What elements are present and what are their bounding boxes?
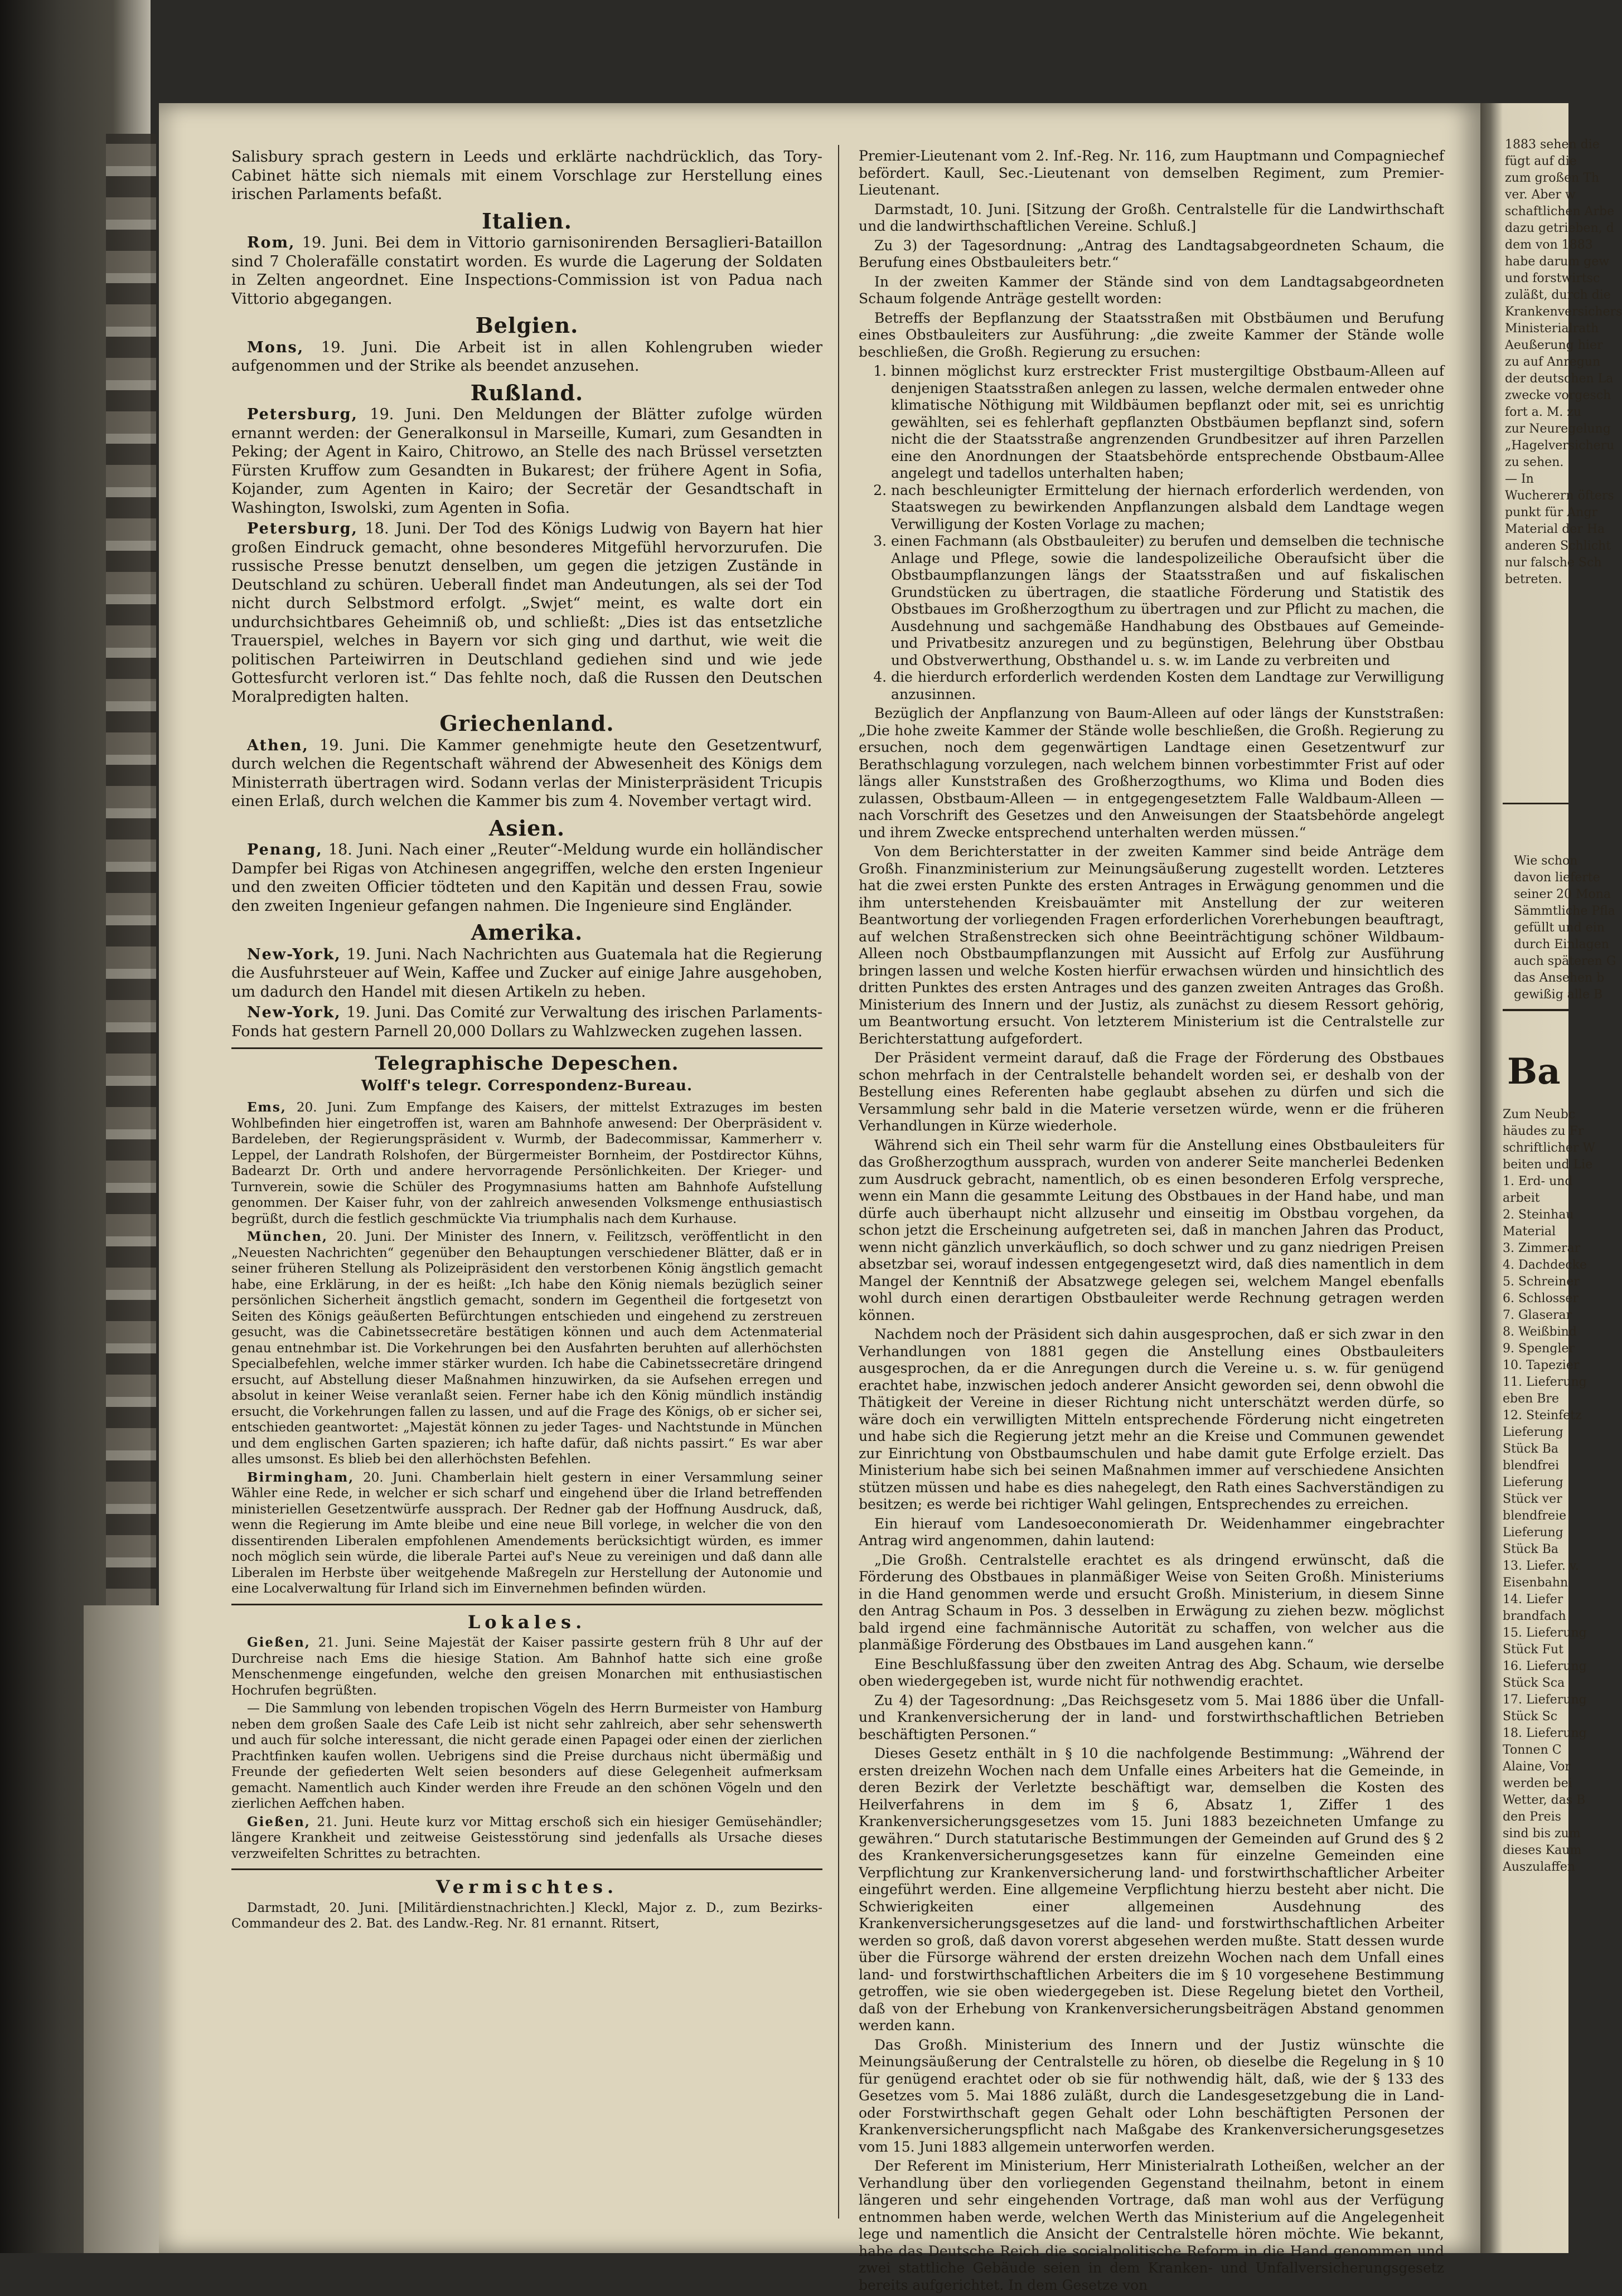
article-paragraph: Ems, 20. Juni. Zum Empfange des Kaisers, der mittelst Extrazuges im besten Wohlbefinden hier eingetroffen ist, waren am Bahnhofe anwesend: Der Oberpräsident v. Bardeleben, der Regierungspräsident v. Wurmb, der Badecommissar, Kammerherr v. Leppel, der Landrath Rolshofen, der Bürgermeister Bornheim, der Postdirector Kühns, Badearzt Dr. Orth und andere hervorragende Persönlichkeiten. Der Krieger- und Turnverein, sowie die Schüler des Progymnasiums hatten am Bahnhofe Aufstellung genommen. Der Kaiser fuhr, von der zahlreich anwesenden Volksmenge enthusiastisch begrüßt, durch die festlich geschmückte Via triumphalis nach dem Kurhause. xyxy=(231,1100,822,1226)
heading-belgien: Belgien. xyxy=(475,313,579,338)
subheading-bureau: Wolff's telegr. Correspondenz-Bureau. xyxy=(361,1077,693,1094)
fragment-line: Aeußerung hier xyxy=(1505,338,1603,352)
intro-paragraph: Salisbury sprach gestern in Leeds und erklärte nachdrücklich, das Tory-Cabinet hätte sich niemals mit einem Vorschlage zur Herstellung eines irischen Parlaments befaßt. xyxy=(231,148,822,203)
article-paragraph: Der Referent im Ministerium, Herr Ministerialrath Lotheißen, welcher an der Verhandlung über den vorliegenden Gegenstand theilnahm, betont in einem längeren und sehr eingehenden Vortrage, daß man wohl aus der Verfügung entnommen haben werde, welchen Werth das Ministerium auf die Angelegenheit lege und namentlich die Ansicht der Centralstelle hören möchte. Wie bekannt, habe das Deutsche Reich die socialpolitische Reform in die Hand genommen und zwei stattliche Gebäude seien in dem Kranken- und Unfallversicherungsgesetz bereits aufgerichtet. In dem Gesetze von xyxy=(859,2158,1444,2293)
column-divider xyxy=(838,145,839,2219)
article-paragraph: Nachdem noch der Präsident sich dahin ausgesprochen, daß er sich zwar in den Verhandlungen von 1881 gegen die Anstellung eines Obstbauleiters ausgesprochen, da er die Anregungen durch die Vereine u. s. w. für genügend erachtet habe, inzwischen jedoch anderer Ansicht geworden sei, denn obwohl die Thätigkeit der Vereine in dieser Richtung nicht unterschätzt werden dürfe, so wäre doch ein verwilligten Mitteln entsprechende Förderung nicht eingetreten und habe sich die Regierung jetzt mehr an die Kreise und Communen gewendet zur Einrichtung von Obstbaumschulen und habe damit gute Erfolge erzielt. Das Ministerium habe sich bei seinen Maßnahmen immer auf verschiedene Ansichten stützen müssen und habe es dies nahegelegt, den Rath eines Sachverständigen zu besitzen; es werde bei richtiger Wahl gelingen, Entsprechendes zu erreichen. xyxy=(859,1326,1444,1512)
fragment-line: dieses Kaum xyxy=(1503,1843,1582,1857)
fragment-line: davon lieferte xyxy=(1514,871,1600,885)
fragment-line: Material xyxy=(1503,1225,1556,1239)
article-paragraph: „Die Großh. Centralstelle erachtet es als dringend erwünscht, daß die Förderung des Obstbaues in planmäßiger Weise von Seiten Großh. Ministeriums in die Hand genommen werde und ersucht Großh. Ministerium, in diesem Sinne den Antrag Schaum in Pos. 3 desselben in Erwägung zu ziehen bezw. möglichst bald irgend eine fachmännische Autorität zu schaffen, von welcher aus die planmäßige Förderung des Obstbaues im Land ausgehen kann.“ xyxy=(859,1551,1444,1653)
dateline: München, xyxy=(247,1229,328,1244)
article-paragraph: Gießen, 21. Juni. Seine Majestät der Kaiser passirte gestern früh 8 Uhr auf der Durchreise nach Ems die hiesige Station. Am Bahnhof hatte sich eine große Menschenmenge eingefunden, welche den greisen Monarchen mit enthusiastischen Hochrufen begrüßten. xyxy=(231,1635,822,1698)
fragment-line: blendfreie xyxy=(1503,1509,1567,1523)
dateline: Athen, xyxy=(247,736,309,754)
article-paragraph: Petersburg, 18. Juni. Der Tod des Königs Ludwig von Bayern hat hier großen Eindruck gemacht, ohne besonderes Mitgefühl hervorzurufen. Die russische Presse benutzt denselben, um gegen die jetzigen Zustände in Deutschland zu schüren. Ueberall findet man Andeutungen, als sei der Tod nicht durch Selbstmord erfolgt. „Swjet“ meint, es walte dort ein undurchsichtbares Geheimniß ob, und schließt: „Dies ist das entsetzliche Trauerspiel, welches in Bayern vor sich ging und darthut, wie weit die politischen Parteiwirren in Deutschland gediehen sind und wie jede Gottesfurcht verloren ist.“ Das fehlte noch, daß die Russen den Deutschen Moralpredigten halten. xyxy=(231,520,822,706)
article-paragraph: Bezüglich der Anpflanzung von Baum-Alleen auf oder längs der Kunststraßen: „Die hohe zweite Kammer der Stände wolle beschließen, die Großh. Regierung zu ersuchen, noch dem gegenwärtigen Landtage einen Gesetzentwurf zur Berathschlagung vorzulegen, nach welchem binnen vorbestimmter Frist auf oder längs aller Kunststraßen des Großherzogthums, wo Klima und Boden dies zulassen, Obstbaum-Alleen — in entgegengesetztem Falle Waldbaum-Alleen — nach Vorschrift des Gesetzes und den Anweisungen der Staatsbehörde angelegt und ihrem Zwecke entsprechend unterhalten werden müssen.“ xyxy=(859,705,1444,841)
fragment-line: „Hagelversicheru xyxy=(1505,439,1615,453)
article-paragraph: Rom, 19. Juni. Bei dem in Vittorio garnisonirenden Bersaglieri-Bataillon sind 7 Cholerafälle constatirt worden. Es wurde die Lagerung der Soldaten in Zelten angeordnet. Eine Inspections-Commission ist von Padua nach Vittorio abgegangen. xyxy=(231,234,822,308)
section-rule xyxy=(231,1604,822,1605)
fragment-line: Stück Sc xyxy=(1503,1710,1558,1724)
dateline: Birmingham, xyxy=(247,1469,355,1485)
article-paragraph: Penang, 18. Juni. Nach einer „Reuter“-Meldung wurde ein holländischer Dampfer bei Rigas von Atchinesen angegriffen, welche den ersten Ingenieur und den zweiten Officier tödteten und den Kapitän und dessen Frau, sowie den zweiten Ingenieur gefangen nahmen. Die Ingenieure sind Engländer. xyxy=(231,841,822,915)
fragment-line: gewißig alle B xyxy=(1514,988,1603,1002)
article-paragraph: Dieses Gesetz enthält in § 10 die nachfolgende Bestimmung: „Während der ersten dreizehn Wochen nach dem Unfalle eines Arbeiters hat die Gemeinde, in deren Bezirk der Verletzte beschäftigt war, demselben die Kosten des Heilverfahrens in dem im § 6, Absatz 1, Ziffer 1 des Krankenversicherungsgesetzes vom 15. Juni 1883 bezeichneten Umfange zu gewähren.“ Durch statutarische Bestimmungen der Gemeinden auf Grund des § 2 des Krankenversicherungsgesetzes kann für einzelne Gemeinden eine Verpflichtung zur Krankenversicherung land- und forstwirthschaftlicher Arbeiter eingeführt werden. Eine allgemeine Verpflichtung hierzu besteht aber nicht. Die Schwierigkeiten einer allgemeinen Ausdehnung des Krankenversicherungsgesetzes auf die land- und forstwirthschaftlichen Arbeiter werden so groß, daß davon vorerst abgesehen werden mußte. Statt dessen wurde über die Fürsorge während der ersten dreizehn Wochen nach dem Unfall eines land- und forstwirthschaftlichen Arbeiters die im § 10 vorgesehene Bestimmung getroffen, wie sie oben wiedergegeben ist. Diese Regelung bietet den Vortheil, daß von der Erhebung von Krankenversicherungsbeiträgen Abstand genommen werden kann. xyxy=(859,1745,1444,2033)
fragment-line: 13. Liefer. v. xyxy=(1503,1559,1579,1573)
newspaper-page xyxy=(159,103,1483,2293)
fragment-line: 5. Schreiner xyxy=(1503,1275,1580,1289)
dateline: New-York, xyxy=(247,945,341,963)
right-column xyxy=(859,148,1444,2296)
fragment-line: gefüllt und ein xyxy=(1514,921,1605,935)
article-paragraph: Eine Beschlußfassung über den zweiten Antrag des Abg. Schaum, wie derselbe oben wiedergegeben ist, wurde nicht für nothwendig erachtet. xyxy=(859,1656,1444,1689)
dateline: Ems, xyxy=(247,1100,287,1115)
list-item: 3. einen Fachmann (als Obstbauleiter) zu berufen und demselben die technische Anlage und Pflege, sowie die landespolizeiliche Oberaufsicht über die Obstbaumpflanzungen längs der Staatsstraßen und auf fiskalischen Grundstücken zu übertragen, die staatliche Förderung und Statistik des Obstbaues im Großherzogthum zu übertragen und zur Pflicht zu machen, die Ausdehnung und sachgemäße Handhabung des Obstbaues auf Gemeinde- und Privatbesitz anzuregen und zu begünstigen, Belehrung über Obstbau und Obstverwerthung, Obsthandel u. s. w. im Lande zu verbreiten und xyxy=(891,533,1444,669)
fragment-line: 1883 sehen die xyxy=(1505,138,1600,152)
fragment-line: Wucherern öfters xyxy=(1505,489,1614,503)
fragment-line: sind bis zum xyxy=(1503,1827,1581,1841)
article-paragraph: Darmstadt, 20. Juni. [Militärdienstnachrichten.] Kleckl, Major z. D., zum Bezirks-Commandeur des 2. Bat. des Landw.-Reg. Nr. 81 ernannt. Ritsert, xyxy=(231,1900,822,1931)
dateline: Mons, xyxy=(247,338,304,356)
fragment-line: den Preis xyxy=(1503,1810,1561,1824)
fragment-line: Material der Ha xyxy=(1505,522,1605,536)
article-paragraph: Mons, 19. Juni. Die Arbeit ist in allen Kohlengruben wieder aufgenommen und der Strike als beendet anzusehen. xyxy=(231,338,822,375)
fragment-line: 18. Lieferung xyxy=(1503,1726,1587,1740)
fragment-line: 3. Zimmerar xyxy=(1503,1241,1581,1255)
vermischtes-body xyxy=(231,1900,822,1932)
fragment-line: zuläßt, durch die xyxy=(1505,288,1611,302)
fragment-line: schaftlichen Arbe xyxy=(1505,205,1615,219)
fragment-line: arbeit xyxy=(1503,1191,1540,1205)
section-rule xyxy=(231,1047,822,1049)
fragment-line: fort a. M. zu xyxy=(1505,405,1582,419)
article-paragraph: Zu 4) der Tagesordnung: „Das Reichsgesetz vom 5. Mai 1886 über die Unfall- und Krankenversicherung der in land- und forstwirthschaftlichen Betrieben beschäftigten Personen.“ xyxy=(859,1692,1444,1742)
article-paragraph: Zu 3) der Tagesordnung: „Antrag des Landtagsabgeordneten Schaum, die Berufung eines Obstbauleiters betr.“ xyxy=(859,237,1444,270)
article-paragraph: Von dem Berichterstatter in der zweiten Kammer sind beide Anträge dem Großh. Finanzministerium zur Meinungsäußerung zugestellt worden. Letzteres hat die zwei ersten Punkte des ersten Antrages in Erwägung genommen und die ihm unterstehenden Kreisbauämter mit Anstellung der zur weiteren Beantwortung der vorliegenden Fragen erforderlichen Vorerhebungen beauftragt, auf welchen Straßenstrecken sich ohne Beeinträchtigung schöner Wildbaum-Alleen noch Obstbaumpflanzungen mit Aussicht auf Erfolg zur Ausführung bringen lassen und welche Kosten hierfür erwachsen würden und hinsichtlich des dritten Punktes des ersten Antrages und des ganzen zweiten Antrages das Großh. Ministerium des Innern und der Justiz, als zunächst zu diesem Ressort gehörig, um Beantwortung ersucht. Von letzterem Ministerium ist die Centralstelle zur Berichterstattung aufgefordert. xyxy=(859,843,1444,1047)
article-paragraph: Der Präsident vermeint darauf, daß die Frage der Förderung des Obstbaues schon mehrfach in der Centralstelle behandelt worden sei, er deshalb von der Bestellung eines Referenten habe geglaubt absehen zu dürfen und sich die Versammlung sehr bald in die Materie versetzen würde, wenn er die früheren Verhandlungen in Kürze wiederhole. xyxy=(859,1050,1444,1134)
article-paragraph: Darmstadt, 10. Juni. [Sitzung der Großh. Centralstelle für die Landwirthschaft und die landwirthschaftlichen Vereine. Schluß.] xyxy=(859,201,1444,234)
fragment-block-c xyxy=(1503,1106,1595,1876)
heading-asien: Asien. xyxy=(488,815,565,841)
fragment-line: 6. Schlosser xyxy=(1503,1292,1579,1305)
fragment-rule xyxy=(1503,803,1568,804)
fragment-line: der deutschen La xyxy=(1505,372,1614,386)
fragment-line: Lieferung xyxy=(1503,1526,1563,1540)
fragment-block-b xyxy=(1514,853,1616,1003)
fragment-line: 7. Glaserar xyxy=(1503,1308,1572,1322)
fragment-line: und forstwirtsc xyxy=(1505,271,1600,285)
fragment-line: zu auf Anregun xyxy=(1505,355,1601,369)
fragment-line: 12. Steinfetz xyxy=(1503,1409,1582,1423)
fragment-line: Lieferung xyxy=(1503,1475,1563,1489)
list-item: 4. die hierdurch erforderlich werdenden Kosten dem Landtage zur Verwilligung anzusinnen. xyxy=(891,669,1444,703)
fragment-line: brandfach xyxy=(1503,1609,1566,1623)
fragment-line: Alaine, Vor xyxy=(1503,1760,1571,1774)
fragment-line: Tonnen C xyxy=(1503,1743,1562,1757)
fragment-line: Auszulaffen xyxy=(1503,1860,1576,1874)
fragment-line: seiner 20 Mona xyxy=(1514,887,1611,901)
fragment-line: 14. Liefer xyxy=(1503,1593,1563,1606)
fragment-line: eben Bre xyxy=(1503,1392,1559,1406)
fragment-line: 4. Dachdecke xyxy=(1503,1258,1587,1272)
fragment-line: Stück Fut xyxy=(1503,1643,1564,1657)
fragment-line: auch späteren G xyxy=(1514,954,1616,968)
fragment-line: Stück Sca xyxy=(1503,1676,1565,1690)
fragment-line: werden bei xyxy=(1503,1776,1572,1790)
dateline: Penang, xyxy=(247,841,323,858)
fragment-line: durch Einlagen xyxy=(1514,938,1609,952)
dateline: New-York, xyxy=(247,1004,341,1021)
heading-griechenland: Griechenland. xyxy=(439,711,614,736)
dateline: Rom, xyxy=(247,234,296,251)
fragment-line: 11. Lieferung xyxy=(1503,1375,1587,1389)
fragment-line: 17. Lieferung xyxy=(1503,1693,1587,1707)
fragment-line: punkt für Angr xyxy=(1505,506,1598,520)
depeschen-body xyxy=(231,1100,822,1597)
article-paragraph: Betreffs der Bepflanzung der Staatsstraßen mit Obstbäumen und Berufung eines Obstbauleiters zur Ausführung: „die zweite Kammer der Stände wolle beschließen, die Großh. Regierung zu ersuchen: xyxy=(859,309,1444,360)
left-column xyxy=(231,148,822,1934)
dateline: Gießen, xyxy=(247,1814,311,1829)
fragment-line: Lieferung xyxy=(1503,1425,1563,1439)
fragment-line: 1. Erd- und xyxy=(1503,1174,1573,1188)
fragment-line: Stück Ba xyxy=(1503,1442,1559,1456)
facing-page-fragment xyxy=(1480,103,1622,2253)
heading-russland: Rußland. xyxy=(470,380,584,405)
lokales-body xyxy=(231,1635,822,1862)
fragment-line: anderen Schlicht xyxy=(1505,539,1611,553)
fragment-line: zu sehen. xyxy=(1505,455,1564,469)
heading-amerika: Amerika. xyxy=(471,920,583,945)
fragment-line: 8. Weißbind xyxy=(1503,1325,1577,1339)
fragment-line: habe darum gew xyxy=(1505,255,1610,269)
fragment-block-a xyxy=(1505,137,1622,588)
fragment-heading: Ba xyxy=(1507,1051,1561,1093)
article-paragraph: Petersburg, 19. Juni. Den Meldungen der Blätter zufolge würden ernannt werden: der Generalkonsul in Marseille, Kumari, zum Gesandten in Peking; der Agent in Kairo, Chitrowo, an Stelle des nach Brüssel versetzten Fürsten Kruffow zum Gesandten in Bukarest; der frühere Agent in Sofia, Kojander, zum Agenten in Kairo; der Secretär der Gesandtschaft in Washington, Iswolski, zum Agenten in Sofia. xyxy=(231,406,822,517)
heading-vermischtes: Vermischtes. xyxy=(435,1876,618,1897)
fragment-line: Krankenversichers xyxy=(1505,305,1622,319)
fragment-line: das Ansehen b xyxy=(1514,971,1605,985)
article-paragraph: München, 20. Juni. Der Minister des Innern, v. Feilitzsch, veröffentlicht in den „Neuesten Nachrichten“ gegenüber den Behauptungen verschiedener Blätter, daß er in seiner früheren Stellung als Polizeipräsident den verstorbenen König ängstlich gemacht habe, eine Erklärung, in der es heißt: „Ich habe den König niemals bezüglich seiner persönlichen Sicherheit ängstlich gemacht, sondern im Gegentheil die fortgesetzt von Seiten des Königs geäußerten Befürchtungen entschieden und eingehend zu zerstreuen gesucht, was die Cabinetssecretäre bestätigen können und auch dem Actenmaterial genau entnehmbar ist. Die Vorkehrungen bei den Ausfahrten beruhten auf allerhöchsten Specialbefehlen, welche immer stärker wurden. Ich habe die Cabinetssecretäre dringend ersucht, auf Abstellung dieser Maßnahmen hinzuwirken, da sie Aufsehen erregen und absolut in keiner Weise veranlaßt seien. Ferner habe ich den König mündlich inständig ersucht, die Vorkehrungen fallen zu lassen, und auf die Frage des Königs, ob er sicher sei, entschieden geantwortet: „Majestät können zu jeder Tages- und Nachtstunde in München und dem englischen Garten spazieren; ich hafte dafür, daß nichts passirt.“ Es war aber alles umsonst. Es blieb bei den allerhöchsten Befehlen. xyxy=(231,1229,822,1467)
fragment-line: betreten. xyxy=(1505,572,1562,586)
heading-depeschen: Telegraphische Depeschen. xyxy=(375,1052,679,1075)
fragment-line: Stück Ba xyxy=(1503,1542,1559,1556)
article-paragraph: Athen, 19. Juni. Die Kammer genehmigte heute den Gesetzentwurf, durch welchen die Regentschaft während der Abwesenheit des Königs dem Ministerrath übertragen wird. Sodann verlas der Ministerpräsident Tricupis einen Erlaß, durch welchen die Kammer bis zum 4. November vertagt wird. xyxy=(231,736,822,810)
fragment-line: 2. Steinhau xyxy=(1503,1208,1574,1222)
fragment-line: ver. Aber w xyxy=(1505,188,1576,202)
fragment-line: Eisenbahn xyxy=(1503,1576,1568,1590)
fragment-line: häudes zu Fr xyxy=(1503,1124,1584,1138)
fragment-line: beiten und Lie xyxy=(1503,1158,1593,1172)
fragment-line: Ministerialrath xyxy=(1505,322,1599,336)
fragment-line: dazu getrieben, d xyxy=(1505,221,1614,235)
fragment-rule xyxy=(1503,1009,1568,1011)
fragment-line: 9. Spengler xyxy=(1503,1342,1575,1356)
heading-italien: Italien. xyxy=(482,208,572,234)
list-item: 1. binnen möglichst kurz erstreckter Frist mustergiltige Obstbaum-Alleen auf denjenigen Staatsstraßen anlegen zu lassen, welche dermalen entweder ohne klimatische Nöthigung mit Wildbäumen bepflanzt oder mit, sei es unrichtig gewählten, sei es fehlerhaft gepflanzten Obstbäumen bepflanzt sind, sofern nicht die der Staatsstraße angrenzenden Grundbesitzer auf ihren Parzellen eine den Anordnungen der Staatsbehörde entsprechende Obstbaum-Allee angelegt und tadellos unterhalten haben; xyxy=(891,363,1444,482)
article-paragraph: Premier-Lieutenant vom 2. Inf.-Reg. Nr. 116, zum Hauptmann und Compagniechef befördert. Kaull, Sec.-Lieutenant von demselben Regiment, zum Premier-Lieutenant. xyxy=(859,148,1444,198)
motion-list xyxy=(859,363,1444,703)
section-rule xyxy=(231,1868,822,1870)
fragment-line: blendfrei xyxy=(1503,1459,1560,1473)
article-paragraph: Während sich ein Theil sehr warm für die Anstellung eines Obstbauleiters für das Großherzogthum aussprach, wurden von anderer Seite mancherlei Bedenken zum Ausdruck gebracht, namentlich, ob es einen besonderen Erfolg verspreche, wenn ein Mann die gesammte Leitung des Obstbaues in der Hand habe, und man dürfe auch überhaupt nicht allzusehr und einseitig im Obstbau vorgehen, da schon jetzt die Erscheinung aufgetreten sei, daß in manchen Jahren das Product, wenn nicht gänzlich unverkäuflich, so doch schwer und zu ganz niedrigen Preisen absetzbar sei, worauf indessen entgegengesetzt wird, daß dies namentlich in dem Mangel der Kenntniß der Absatzwege gelegen sei, welchem Mangel ebenfalls wohl durch einen derartigen Obstbauleiter werde Rechnung getragen werden können. xyxy=(859,1137,1444,1323)
dateline: Petersburg, xyxy=(247,406,358,423)
fragment-line: nur falsche Sch xyxy=(1505,556,1602,570)
list-item: 2. nach beschleunigter Ermittelung der hiernach erforderlich werdenden, von Staatswegen zu bewirkenden Anpflanzungen alsbald dem Landtage wegen Verwilligung der Kosten Vorlage zu machen; xyxy=(891,482,1444,533)
fragment-line: fügt auf die xyxy=(1505,154,1577,168)
dateline: Gießen, xyxy=(247,1635,311,1650)
fragment-line: 15. Lieferung xyxy=(1503,1626,1587,1640)
fragment-line: Zum Neubc xyxy=(1503,1108,1576,1122)
fragment-line: zum großen Th xyxy=(1505,171,1600,185)
fragment-line: 16. Lieferung xyxy=(1503,1659,1587,1673)
fragment-line: Stück ver xyxy=(1503,1492,1562,1506)
fragment-line: schriftlicher W xyxy=(1503,1141,1596,1155)
dateline: Petersburg, xyxy=(247,520,358,537)
article-paragraph: Gießen, 21. Juni. Heute kurz vor Mittag erschoß sich ein hiesiger Gemüsehändler; längere Krankheit und zeitweise Geistesstörung sind jedenfalls als Ursache dieses verzweifelten Schrittes zu betrachten. xyxy=(231,1814,822,1861)
heading-lokales: Lokales. xyxy=(467,1611,587,1633)
article-paragraph: In der zweiten Kammer der Stände sind von dem Landtagsabgeordneten Schaum folgende Anträge gestellt worden: xyxy=(859,273,1444,307)
fragment-line: Wie schon xyxy=(1514,854,1578,868)
article-paragraph: New-York, 19. Juni. Das Comité zur Verwaltung des irischen Parlaments-Fonds hat gestern Parnell 20,000 Dollars zu Wahlzwecken zugehen lassen. xyxy=(231,1004,822,1040)
fragment-line: dem von 1883 xyxy=(1505,238,1593,252)
fragment-line: Sämmtliche Pfla xyxy=(1514,904,1615,918)
fragment-line: 10. Tapezier xyxy=(1503,1358,1580,1372)
fragment-line: — In xyxy=(1505,472,1534,486)
article-paragraph: — Die Sammlung von lebenden tropischen Vögeln des Herrn Burmeister von Hamburg neben dem großen Saale des Cafe Leib ist nicht sehr zahlreich, aber sehr sehenswerth und auch für solche interessant, die nicht gerade einen Papagei oder einen der zierlichen Prachtfinken kaufen wollen. Uebrigens sind die Preise durchaus nicht übermäßig und Freunde der gefiederten Welt seien besonders auf diese Gelegenheit aufmerksam gemacht. Namentlich auch Kinder werden ihre Freude an den schönen Vögeln und den zierlichen Aeffchen haben. xyxy=(231,1701,822,1811)
fragment-line: zwecke vorgesch xyxy=(1505,389,1611,402)
article-paragraph: New-York, 19. Juni. Nach Nachrichten aus Guatemala hat die Regierung die Ausfuhrsteuer auf Wein, Kaffee und Zucker auf einige Jahre ausgehoben, um dadurch den Handel mit diesen Artikeln zu heben. xyxy=(231,945,822,1001)
book-binding xyxy=(106,134,156,1611)
fragment-line: Wetter, das B xyxy=(1503,1793,1586,1807)
article-paragraph: Birmingham, 20. Juni. Chamberlain hielt gestern in einer Versammlung seiner Wähler eine Rede, in welcher er sich scharf und eingehend über die Irland betreffenden ministeriellen Gesetzentwürfe aussprach. Der Redner gab der Hoffnung Ausdruck, daß, wenn die Regierung im Amte bleibe und eine neue Bill vorlege, in welcher die von den dissentirenden Liberalen empfohlenen Amendements berücksichtigt würden, es immer noch möglich sein würde, die liberale Partei auf's Neue zu vereinigen und daß dann alle Liberalen im Herbste über weitgehende Maßregeln zur Herstellung der Autonomie und eine Localverwaltung für Irland sich im Einvernehmen befinden würden. xyxy=(231,1469,822,1596)
article-paragraph: Ein hierauf vom Landesoeconomierath Dr. Weidenhammer eingebrachter Antrag wird angenommen, dahin lautend: xyxy=(859,1515,1444,1549)
article-paragraph: Das Großh. Ministerium des Innern und der Justiz wünschte die Meinungsäußerung der Centralstelle zu hören, ob dieselbe die Regelung in § 10 für genügend erachtet oder ob sie für nothwendig hält, daß, wie der § 133 des Gesetzes vom 5. Mai 1886 zuläßt, durch die Landesgesetzgebung die in Land- oder Forstwirthschaft gegen Gehalt oder Lohn beschäftigten Personen der Krankenversicherungspflicht nach Maßgabe des Krankenversicherungsgesetzes vom 15. Juni 1883 allgemein unterworfen werden. xyxy=(859,2036,1444,2155)
fragment-line: zur Neuregelung xyxy=(1505,422,1611,436)
